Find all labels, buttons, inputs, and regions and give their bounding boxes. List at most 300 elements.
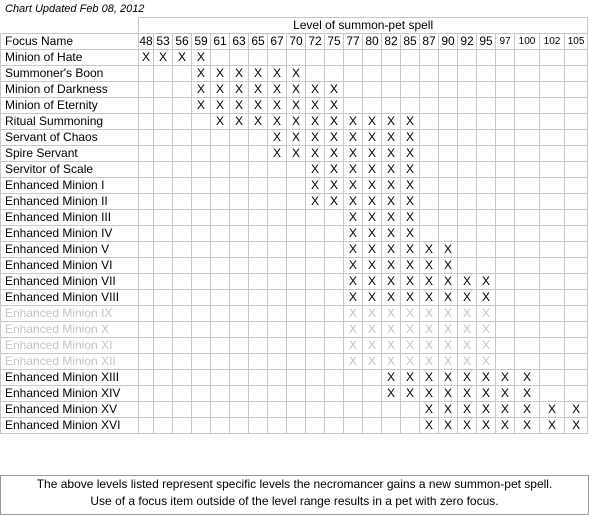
level-mark-cell: X [363, 210, 382, 226]
level-header-cell: 97 [496, 34, 515, 50]
level-mark-cell [382, 50, 401, 66]
chart-updated-date: Chart Updated Feb 08, 2012 [5, 3, 145, 15]
level-mark-cell: X [344, 274, 363, 290]
level-header-cell: 100 [515, 34, 540, 50]
level-mark-cell [230, 322, 249, 338]
level-mark-cell: X [382, 114, 401, 130]
level-mark-cell [249, 306, 268, 322]
level-mark-cell [496, 98, 515, 114]
level-mark-cell [363, 82, 382, 98]
level-mark-cell: X [565, 418, 588, 434]
table-row [1, 66, 588, 82]
level-mark-cell: X [344, 194, 363, 210]
level-mark-cell [211, 370, 230, 386]
table-row [1, 178, 588, 194]
level-mark-cell [477, 162, 496, 178]
level-header-title: Level of summon-pet spell [139, 18, 588, 34]
level-mark-cell [139, 210, 154, 226]
level-mark-cell [515, 226, 540, 242]
level-header-cell: 80 [363, 34, 382, 50]
level-mark-cell [496, 82, 515, 98]
level-mark-cell [139, 130, 154, 146]
level-mark-cell [344, 50, 363, 66]
level-mark-cell [287, 338, 306, 354]
focus-name-cell: Enhanced Minion I [1, 178, 139, 194]
footer-note [0, 475, 589, 515]
level-mark-cell [306, 226, 325, 242]
level-mark-cell: X [192, 82, 211, 98]
level-mark-cell [268, 322, 287, 338]
level-mark-cell [230, 178, 249, 194]
level-mark-cell: X [287, 130, 306, 146]
level-mark-cell [515, 210, 540, 226]
level-mark-cell [192, 290, 211, 306]
level-mark-cell: X [382, 290, 401, 306]
level-mark-cell [420, 82, 439, 98]
level-mark-cell [477, 82, 496, 98]
level-mark-cell: X [344, 226, 363, 242]
level-mark-cell [458, 66, 477, 82]
level-mark-cell: X [458, 370, 477, 386]
level-mark-cell [306, 370, 325, 386]
table-row [1, 146, 588, 162]
level-mark-cell [306, 338, 325, 354]
level-mark-cell [211, 418, 230, 434]
table-row [1, 226, 588, 242]
table-row [1, 338, 588, 354]
level-mark-cell [420, 66, 439, 82]
level-mark-cell [496, 258, 515, 274]
level-mark-cell: X [268, 82, 287, 98]
level-mark-cell [515, 242, 540, 258]
level-mark-cell [249, 50, 268, 66]
level-mark-cell: X [496, 418, 515, 434]
level-mark-cell [496, 306, 515, 322]
level-mark-cell [565, 274, 588, 290]
level-header-cell: 72 [306, 34, 325, 50]
level-mark-cell [565, 258, 588, 274]
level-mark-cell [420, 162, 439, 178]
level-header-cell: 53 [154, 34, 173, 50]
level-mark-cell [540, 354, 565, 370]
level-mark-cell: X [420, 322, 439, 338]
level-mark-cell [173, 290, 192, 306]
level-mark-cell [139, 98, 154, 114]
level-mark-cell [173, 306, 192, 322]
level-mark-cell [192, 178, 211, 194]
level-mark-cell [173, 178, 192, 194]
level-mark-cell: X [439, 306, 458, 322]
level-mark-cell: X [439, 290, 458, 306]
level-mark-cell [565, 50, 588, 66]
level-mark-cell [249, 178, 268, 194]
table-row [1, 242, 588, 258]
level-mark-cell: X [515, 386, 540, 402]
level-mark-cell [173, 338, 192, 354]
level-mark-cell [565, 194, 588, 210]
level-mark-cell [565, 338, 588, 354]
level-mark-cell [154, 386, 173, 402]
level-mark-cell [249, 258, 268, 274]
level-mark-cell [173, 82, 192, 98]
level-mark-cell: X [477, 370, 496, 386]
level-mark-cell [496, 210, 515, 226]
level-mark-cell [540, 338, 565, 354]
level-mark-cell: X [382, 338, 401, 354]
table-row [1, 386, 588, 402]
level-mark-cell [287, 370, 306, 386]
level-mark-cell: X [458, 354, 477, 370]
level-mark-cell [458, 98, 477, 114]
level-mark-cell [515, 146, 540, 162]
level-mark-cell [540, 386, 565, 402]
focus-name-cell: Enhanced Minion XIV [1, 386, 139, 402]
level-mark-cell: X [420, 418, 439, 434]
level-mark-cell: X [268, 130, 287, 146]
level-mark-cell: X [249, 66, 268, 82]
level-mark-cell [211, 50, 230, 66]
level-mark-cell: X [439, 338, 458, 354]
level-mark-cell: X [344, 130, 363, 146]
level-mark-cell [306, 210, 325, 226]
level-mark-cell [540, 130, 565, 146]
level-mark-cell [192, 386, 211, 402]
level-mark-cell [192, 402, 211, 418]
level-mark-cell: X [306, 194, 325, 210]
level-mark-cell [173, 226, 192, 242]
level-mark-cell [139, 258, 154, 274]
level-mark-cell [287, 50, 306, 66]
level-mark-cell [287, 258, 306, 274]
level-mark-cell: X [211, 66, 230, 82]
level-mark-cell [515, 338, 540, 354]
level-mark-cell [344, 370, 363, 386]
level-mark-cell [139, 162, 154, 178]
level-mark-cell: X [344, 354, 363, 370]
level-mark-cell [139, 146, 154, 162]
level-mark-cell [154, 306, 173, 322]
level-mark-cell: X [439, 242, 458, 258]
level-mark-cell: X [287, 114, 306, 130]
level-mark-cell [565, 242, 588, 258]
level-mark-cell [211, 130, 230, 146]
level-mark-cell [344, 386, 363, 402]
table-row [1, 98, 588, 114]
level-mark-cell [325, 322, 344, 338]
level-mark-cell [439, 114, 458, 130]
level-mark-cell: X [306, 130, 325, 146]
level-mark-cell [139, 370, 154, 386]
level-mark-cell [249, 130, 268, 146]
level-mark-cell: X [515, 418, 540, 434]
level-mark-cell [420, 130, 439, 146]
level-mark-cell: X [363, 162, 382, 178]
level-mark-cell [401, 98, 420, 114]
level-mark-cell: X [211, 82, 230, 98]
level-mark-cell [325, 338, 344, 354]
level-mark-cell: X [382, 306, 401, 322]
level-mark-cell: X [325, 178, 344, 194]
level-mark-cell: X [439, 322, 458, 338]
level-mark-cell [540, 194, 565, 210]
level-header-cell: 65 [249, 34, 268, 50]
level-mark-cell [249, 162, 268, 178]
level-mark-cell [420, 194, 439, 210]
level-mark-cell [565, 66, 588, 82]
level-mark-cell [249, 322, 268, 338]
level-mark-cell: X [268, 98, 287, 114]
level-mark-cell [306, 386, 325, 402]
level-mark-cell [268, 162, 287, 178]
level-mark-cell: X [401, 290, 420, 306]
level-mark-cell [139, 354, 154, 370]
level-mark-cell: X [439, 402, 458, 418]
level-mark-cell [540, 178, 565, 194]
level-mark-cell [173, 322, 192, 338]
level-mark-cell: X [363, 114, 382, 130]
level-mark-cell [154, 130, 173, 146]
level-mark-cell [458, 146, 477, 162]
level-mark-cell [325, 354, 344, 370]
focus-name-cell: Summoner's Boon [1, 66, 139, 82]
level-mark-cell [139, 178, 154, 194]
level-mark-cell [230, 50, 249, 66]
level-mark-cell [230, 258, 249, 274]
level-mark-cell [325, 290, 344, 306]
level-mark-cell [230, 370, 249, 386]
level-mark-cell: X [401, 274, 420, 290]
level-mark-cell [192, 130, 211, 146]
level-header-cell: 75 [325, 34, 344, 50]
level-mark-cell [139, 66, 154, 82]
level-mark-cell: X [230, 98, 249, 114]
focus-name-cell: Enhanced Minion XII [1, 354, 139, 370]
level-mark-cell: X [401, 354, 420, 370]
level-mark-cell [139, 226, 154, 242]
level-mark-cell: X [496, 386, 515, 402]
level-mark-cell: X [139, 50, 154, 66]
level-mark-cell [496, 130, 515, 146]
level-mark-cell [325, 386, 344, 402]
level-mark-cell: X [439, 274, 458, 290]
level-mark-cell: X [401, 146, 420, 162]
focus-name-cell: Enhanced Minion XVI [1, 418, 139, 434]
level-mark-cell [306, 50, 325, 66]
level-mark-cell [154, 162, 173, 178]
level-mark-cell [287, 162, 306, 178]
level-mark-cell: X [420, 258, 439, 274]
level-mark-cell [249, 402, 268, 418]
level-mark-cell [173, 130, 192, 146]
level-mark-cell [540, 146, 565, 162]
level-mark-cell: X [230, 82, 249, 98]
level-mark-cell: X [192, 66, 211, 82]
level-mark-cell [565, 370, 588, 386]
level-mark-cell [230, 290, 249, 306]
level-header-cell: 63 [230, 34, 249, 50]
level-mark-cell [139, 322, 154, 338]
level-mark-cell [477, 66, 496, 82]
level-mark-cell: X [382, 194, 401, 210]
level-mark-cell [515, 130, 540, 146]
level-mark-cell [249, 386, 268, 402]
level-mark-cell [363, 66, 382, 82]
level-mark-cell [287, 386, 306, 402]
level-mark-cell [230, 162, 249, 178]
level-mark-cell [154, 146, 173, 162]
level-mark-cell: X [344, 162, 363, 178]
level-mark-cell [565, 114, 588, 130]
level-mark-cell: X [325, 194, 344, 210]
table-row [1, 114, 588, 130]
level-mark-cell: X [192, 50, 211, 66]
level-mark-cell [496, 178, 515, 194]
level-mark-cell: X [211, 98, 230, 114]
level-mark-cell [344, 98, 363, 114]
level-header-cell: 61 [211, 34, 230, 50]
level-mark-cell: X [401, 258, 420, 274]
level-mark-cell [515, 258, 540, 274]
level-mark-cell: X [363, 178, 382, 194]
level-mark-cell [363, 402, 382, 418]
header-blank-cell [1, 18, 139, 34]
level-mark-cell [192, 146, 211, 162]
level-mark-cell: X [420, 402, 439, 418]
table-row [1, 418, 588, 434]
level-mark-cell [439, 210, 458, 226]
level-mark-cell: X [363, 146, 382, 162]
level-mark-cell [230, 402, 249, 418]
level-mark-cell [344, 66, 363, 82]
level-mark-cell [477, 226, 496, 242]
level-mark-cell [268, 402, 287, 418]
level-mark-cell [211, 226, 230, 242]
level-mark-cell [306, 242, 325, 258]
level-mark-cell: X [515, 370, 540, 386]
level-mark-cell [477, 242, 496, 258]
level-mark-cell: X [401, 338, 420, 354]
level-mark-cell [173, 98, 192, 114]
level-mark-cell [439, 146, 458, 162]
level-mark-cell [420, 210, 439, 226]
level-mark-cell [249, 370, 268, 386]
level-mark-cell [515, 290, 540, 306]
focus-name-cell: Minion of Hate [1, 50, 139, 66]
level-mark-cell [154, 370, 173, 386]
level-mark-cell: X [230, 114, 249, 130]
level-mark-cell [325, 370, 344, 386]
level-mark-cell [458, 226, 477, 242]
level-mark-cell [458, 82, 477, 98]
level-mark-cell: X [382, 178, 401, 194]
level-mark-cell: X [363, 274, 382, 290]
level-mark-cell: X [420, 242, 439, 258]
level-mark-cell [230, 146, 249, 162]
level-mark-cell: X [401, 178, 420, 194]
level-mark-cell [230, 274, 249, 290]
level-mark-cell [515, 306, 540, 322]
level-mark-cell: X [306, 178, 325, 194]
level-mark-cell [565, 226, 588, 242]
level-mark-cell [211, 242, 230, 258]
level-mark-cell: X [458, 290, 477, 306]
level-header-cell: 92 [458, 34, 477, 50]
level-mark-cell [458, 162, 477, 178]
level-mark-cell: X [420, 386, 439, 402]
level-mark-cell [173, 418, 192, 434]
level-mark-cell [515, 178, 540, 194]
level-mark-cell: X [565, 402, 588, 418]
level-mark-cell [173, 354, 192, 370]
footer-line-1: The above levels listed represent specific levels the necromancer gains a new summon-pet spell. [36, 477, 553, 491]
level-mark-cell [154, 114, 173, 130]
level-mark-cell [439, 162, 458, 178]
level-mark-cell [325, 242, 344, 258]
level-mark-cell [230, 338, 249, 354]
level-mark-cell: X [325, 130, 344, 146]
focus-name-cell: Enhanced Minion III [1, 210, 139, 226]
level-header-cell: 85 [401, 34, 420, 50]
focus-name-header: Focus Name [1, 34, 139, 50]
level-mark-cell [192, 242, 211, 258]
level-mark-cell: X [401, 242, 420, 258]
level-mark-cell [325, 258, 344, 274]
level-mark-cell: X [382, 386, 401, 402]
level-mark-cell [306, 274, 325, 290]
level-mark-cell [249, 274, 268, 290]
level-mark-cell: X [211, 114, 230, 130]
level-mark-cell [325, 418, 344, 434]
level-header-cell: 48 [139, 34, 153, 48]
level-mark-cell: X [458, 338, 477, 354]
level-mark-cell [565, 306, 588, 322]
table-row [1, 258, 588, 274]
level-mark-cell [249, 338, 268, 354]
header-title-row [1, 18, 588, 34]
level-mark-cell [230, 210, 249, 226]
level-mark-cell: X [306, 162, 325, 178]
level-mark-cell [477, 146, 496, 162]
level-mark-cell: X [477, 338, 496, 354]
level-mark-cell: X [154, 50, 173, 66]
level-mark-cell: X [306, 146, 325, 162]
level-mark-cell [540, 114, 565, 130]
level-mark-cell: X [363, 226, 382, 242]
level-mark-cell [458, 50, 477, 66]
level-mark-cell [230, 386, 249, 402]
level-mark-cell [565, 322, 588, 338]
level-mark-cell [540, 98, 565, 114]
level-mark-cell [268, 178, 287, 194]
level-mark-cell [496, 194, 515, 210]
table-row [1, 162, 588, 178]
level-mark-cell [173, 194, 192, 210]
level-mark-cell: X [268, 66, 287, 82]
level-mark-cell [268, 274, 287, 290]
level-mark-cell: X [458, 386, 477, 402]
level-mark-cell: X [458, 418, 477, 434]
level-mark-cell: X [458, 322, 477, 338]
level-mark-cell [565, 210, 588, 226]
level-header-row [1, 34, 588, 50]
level-mark-cell [268, 258, 287, 274]
level-mark-cell [192, 258, 211, 274]
level-mark-cell [173, 274, 192, 290]
level-mark-cell [540, 322, 565, 338]
level-mark-cell: X [401, 386, 420, 402]
table-row [1, 194, 588, 210]
level-mark-cell [249, 242, 268, 258]
